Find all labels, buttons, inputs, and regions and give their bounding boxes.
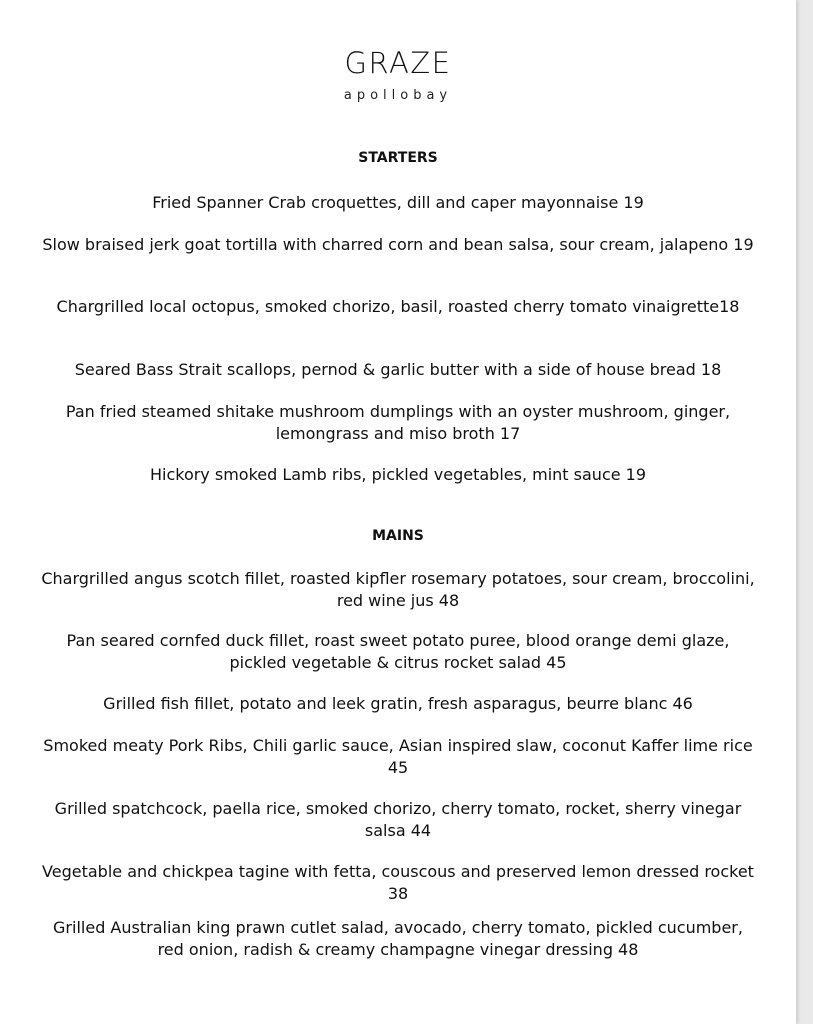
menu-item-starter: Pan fried steamed shitake mushroom dumplings with an oyster mushroom, ginger, lemongrass and miso broth 17 [65,402,731,443]
restaurant-location: apollobay [343,88,453,103]
restaurant-name: GRAZE [344,46,452,80]
starters-heading: STARTERS [358,150,438,166]
mains-heading: MAINS [372,528,424,544]
menu-item-main: Grilled fish fillet, potato and leek gratin, fresh asparagus, beurre blanc 46 [103,694,693,713]
menu-item-main: Smoked meaty Pork Ribs, Chili garlic sauce, Asian inspired slaw, coconut Kaffer lime rice 45 [43,736,753,777]
menu-item-main: Grilled Australian king prawn cutlet salad, avocado, cherry tomato, pickled cucumber, red onion, radish & creamy champagne vinegar dressing 48 [53,918,743,959]
menu-item-main: Chargrilled angus scotch fillet, roasted kipfler rosemary potatoes, sour cream, broccolini, red wine jus 48 [41,569,755,610]
menu-item-main: Vegetable and chickpea tagine with fetta, couscous and preserved lemon dressed rocket 38 [42,862,754,903]
menu-item-starter: Fried Spanner Crab croquettes, dill and caper mayonnaise 19 [152,193,644,212]
menu-item-starter: Hickory smoked Lamb ribs, pickled vegetables, mint sauce 19 [149,465,647,484]
menu-item-starter: Chargrilled local octopus, smoked chorizo, basil, roasted cherry tomato vinaigrette18 [56,297,740,316]
menu-item-starter: Slow braised jerk goat tortilla with charred corn and bean salsa, sour cream, jalapeno 19 [42,235,754,254]
menu-item-main: Grilled spatchcock, paella rice, smoked chorizo, cherry tomato, rocket, sherry vinegar salsa 44 [54,799,742,840]
menu-item-starter: Seared Bass Strait scallops, pernod & garlic butter with a side of house bread 18 [74,360,722,379]
menu-item-main: Pan seared cornfed duck fillet, roast sweet potato puree, blood orange demi glaze, pickled vegetable & citrus rocket salad 45 [66,631,730,672]
